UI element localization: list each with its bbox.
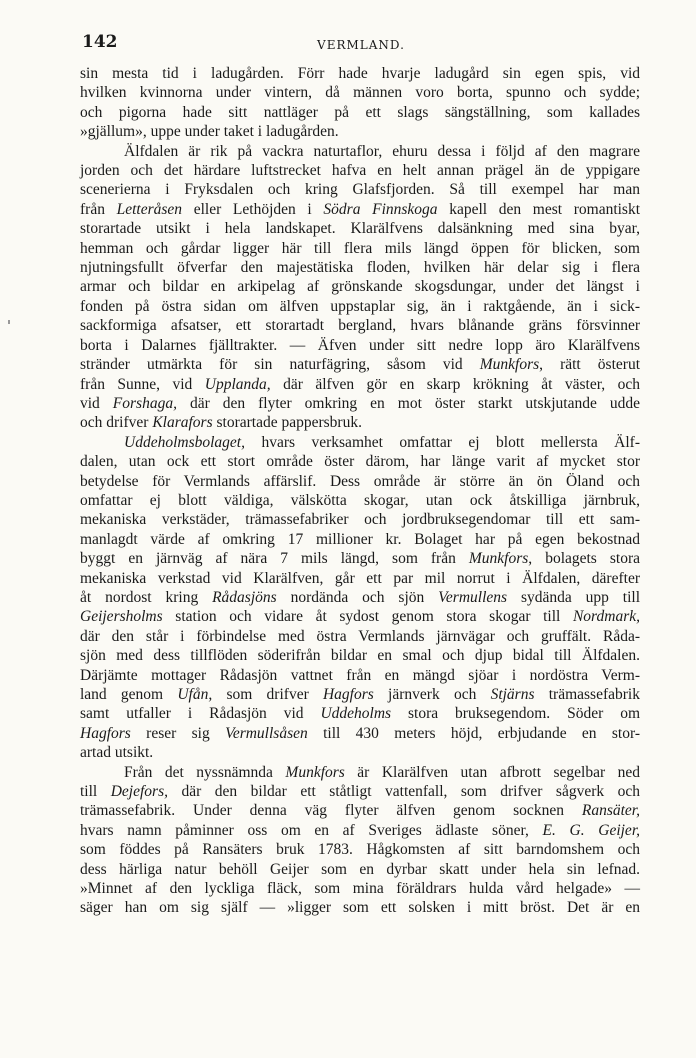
text-line: sin mesta tid i ladugården. Förr hade hvarje ladugård sin egen spis, vid	[80, 65, 640, 82]
text-line: och pigorna hade sitt nattläger på ett slags sängställning, som kallades	[80, 103, 640, 121]
text-line: Uddeholmsbolaget, hvars verksamhet omfattar ej blott mellersta Älf-	[124, 433, 640, 451]
paragraph	[80, 142, 640, 433]
text-line: mekaniska verkstad vid Klarälfven, går ett par mil norrut i Älfdalen, därefter	[80, 569, 640, 587]
text-line: sjön med dess tillflöden söderifrån bildar en smal och djup bidal till Älfdalen.	[80, 647, 640, 665]
text-line: land genom Ufån, som drifver Hagfors järnverk och Stjärns trämassefabrik	[80, 686, 640, 703]
text-line: hemman och gårdar ligger här till flera mils längd öppen för blicken, som	[80, 239, 640, 257]
text-line: scenerierna i Fryksdalen och kring Glafsfjorden. Så till exempel har man	[80, 181, 640, 199]
text-line: »Minnet af den lyckliga fläck, som mina föräldrars hulda vård helgade» —	[80, 880, 640, 898]
text-line: Geijersholms station och vidare åt sydost genom stora skogar till Nordmark,	[80, 608, 640, 626]
text-line: borta i Dalarnes fjälltrakter. — Äfven under sitt nedre lopp äro Klarälfvens	[80, 336, 640, 354]
text-line: »gjällum», uppe under taket i ladugården.	[80, 123, 339, 141]
paragraph	[80, 64, 640, 142]
text-line: njutningsfullt öfverfar den majestätiska floden, hvilken här delar sig i flera	[80, 259, 640, 277]
text-line: hvilken kvinnorna under vintern, då männen voro borta, spunno och sydde;	[80, 84, 640, 102]
text-line: dalen, utan ock ett stort område öster därom, har länge varit af mycket stor	[80, 453, 640, 471]
text-line: sackformiga afsatser, ett storartadt bergland, hvars blånande gräns försvinner	[80, 317, 640, 335]
text-line: stränder utmärkta för sin naturfägring, såsom vid Munkfors, rätt österut	[80, 356, 640, 374]
text-line: byggt en järnväg af nära 7 mils längd, som från Munkfors, bolagets stora	[80, 550, 640, 568]
text-line: armar och bildar en arkipelag af grönskande skogsdungar, under det längst i	[80, 278, 640, 296]
running-head: VERMLAND.	[317, 38, 405, 52]
body-text	[80, 64, 640, 918]
text-line: fonden på östra sidan om älfven uppstaplar sig, än i raktgående, än i sick-	[80, 297, 640, 315]
text-line: till Dejefors, där den bildar ett ståtligt vattenfall, som drifver sågverk och	[80, 783, 640, 801]
text-line: vid Forshaga, där den flyter omkring en mot öster starkt utskjutande udde	[80, 394, 640, 412]
page-header	[82, 30, 640, 56]
text-line: och drifver Klarafors storartade pappersbruk.	[80, 414, 362, 432]
margin-mark	[8, 320, 10, 324]
paragraph	[80, 433, 640, 763]
text-line: omfattar ej blott väldiga, välskötta skogar, utan ock åtskilliga järnbruk,	[80, 491, 640, 509]
text-line: samt utfaller i Rådasjön vid Uddeholms stora bruksegendom. Söder om	[80, 705, 640, 723]
text-line: artad utsikt.	[80, 744, 154, 762]
text-line: Därjämte mottager Rådasjön vattnet från en mängd sjöar i nordöstra Verm-	[80, 666, 640, 684]
text-line: som föddes på Ransäters bruk 1783. Hågkomsten af sitt barndomshem och	[80, 841, 640, 859]
text-line: dess härliga natur behöll Geijer som en dyrbar skatt under hela sin lefnad.	[80, 860, 640, 878]
text-line: manlagdt värde af omkring 17 millioner kr. Bolaget har på egen bekostnad	[80, 530, 640, 548]
text-line: mekaniska verkstäder, trämassefabriker och jordbruksegendomar till ett sam-	[80, 511, 640, 529]
text-line: åt nordost kring Rådasjöns nordända och sjön Vermullens sydända upp till	[80, 588, 640, 606]
text-line: säger han om sig själf — »ligger som ett solsken i mitt bröst. Det är en	[80, 899, 640, 917]
text-line: Från det nyssnämnda Munkfors är Klarälfven utan afbrott segelbar ned	[124, 763, 640, 781]
text-line: Älfdalen är rik på vackra naturtaflor, ehuru dessa i följd af den magrare	[124, 142, 640, 160]
paragraph	[80, 763, 640, 918]
text-line: Hagfors reser sig Vermullsåsen till 430 meters höjd, erbjudande en stor-	[80, 724, 640, 742]
text-line: där den står i förbindelse med östra Vermlands järnvägar och gruffält. Råda-	[80, 627, 640, 645]
text-line: trämassefabrik. Under denna väg flyter älfven genom socknen Ransäter,	[80, 802, 640, 820]
text-line: hvars namn påminner oss om en af Sveriges ädlaste söner, E. G. Geijer,	[80, 821, 641, 839]
page-number: 142	[82, 32, 118, 52]
text-line: betydelse för Vermlands affärslif. Dess område är större än ön Öland och	[80, 472, 640, 490]
text-line: jorden och det härdare luftstrecket hafva en helt annan prägel än de yppigare	[80, 162, 640, 180]
text-line: från Letteråsen eller Lethöjden i Södra Finnskoga kapell den mest romantiskt	[80, 200, 641, 218]
text-line: från Sunne, vid Upplanda, där älfven gör en skarp krökning åt väster, och	[80, 375, 640, 393]
text-line: storartade utsikt i hela landskapet. Klarälfvens dalsänkning med sina byar,	[80, 220, 640, 238]
